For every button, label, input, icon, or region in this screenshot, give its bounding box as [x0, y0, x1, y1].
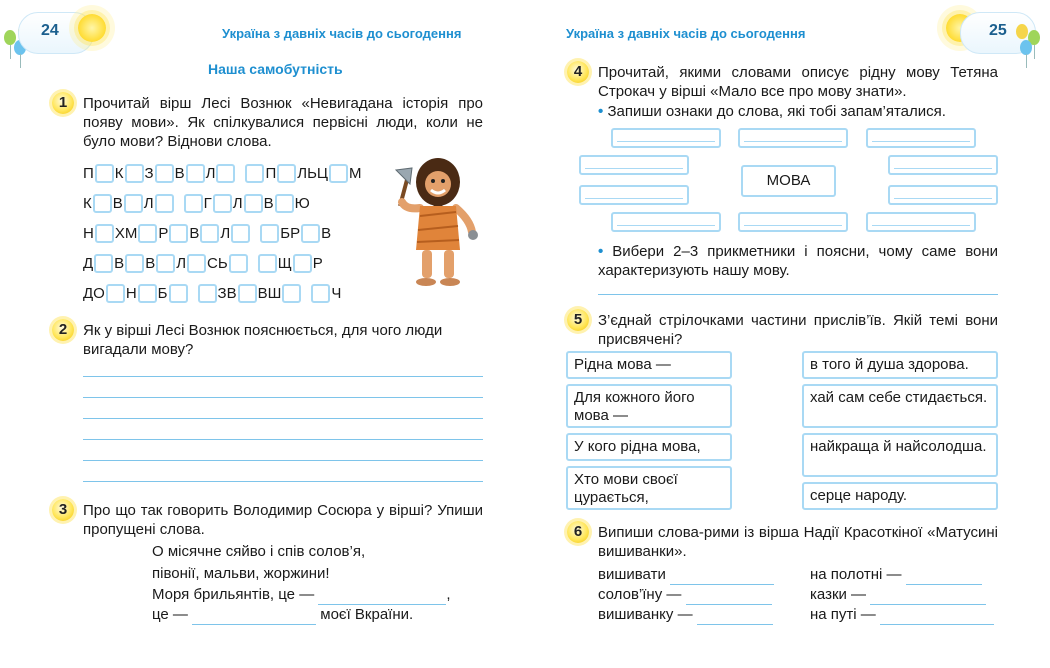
- task-text: Про що так говорить Володимир Сосюра у вірші? Упиши пропущені слова.: [83, 502, 483, 538]
- page-number: 25: [989, 22, 1007, 39]
- letter-box[interactable]: [229, 254, 248, 273]
- poem-line: [152, 585, 451, 605]
- letter-fragment: Н: [125, 284, 137, 302]
- letter-box[interactable]: [198, 284, 217, 303]
- letter-fragment: Л: [143, 194, 154, 212]
- poem-text: Моря брильянтів, це —: [152, 586, 315, 603]
- task-number: 6: [567, 521, 589, 543]
- word-box[interactable]: [866, 128, 976, 148]
- bullet-text: Вибери 2–3 прикметники і поясни, чому саме вони характеризують нашу мову.: [598, 243, 998, 279]
- poem-text: ,: [446, 586, 451, 603]
- rhyme-word: на путі —: [810, 606, 876, 623]
- word-box[interactable]: [888, 185, 998, 205]
- answer-line[interactable]: [83, 439, 483, 440]
- letter-fragment: Р: [158, 224, 169, 242]
- letter-box[interactable]: [187, 254, 206, 273]
- letter-fragment: Г: [203, 194, 212, 212]
- letter-fragment: Л: [220, 224, 231, 242]
- letter-fragment: Ю: [294, 194, 310, 212]
- letter-box[interactable]: [245, 164, 264, 183]
- letter-fragment: К: [114, 164, 124, 182]
- letter-fragment: П: [83, 164, 94, 182]
- answer-line[interactable]: [598, 294, 998, 295]
- poem-text: моєї Вкраїни.: [320, 606, 414, 623]
- fill-in-blank[interactable]: [670, 565, 774, 585]
- letter-fragment: Н: [83, 224, 94, 242]
- rhyme-item: [598, 585, 772, 605]
- answer-line[interactable]: [83, 460, 483, 461]
- letter-fragment: В: [145, 254, 156, 272]
- task-number: 5: [567, 309, 589, 331]
- task-number: 3: [52, 499, 74, 521]
- letter-box[interactable]: [184, 194, 203, 213]
- proverb-end[interactable]: в того й душа здорова.: [802, 351, 998, 379]
- letter-fragment: Л: [176, 254, 187, 272]
- caveman-illustration: [386, 150, 486, 290]
- fill-in-blank[interactable]: [880, 605, 994, 625]
- letter-box[interactable]: [125, 254, 144, 273]
- letter-box[interactable]: [94, 254, 113, 273]
- letter-fragment: В: [189, 224, 200, 242]
- letter-box[interactable]: [155, 194, 174, 213]
- letter-fragment: СЬ: [207, 254, 228, 272]
- rhyme-word: казки —: [810, 586, 867, 603]
- letter-box[interactable]: [282, 284, 301, 303]
- letter-fragment: Д: [83, 254, 94, 272]
- poem-line: півонії, мальви, жоржини!: [152, 565, 330, 582]
- rhyme-word: вишиванку —: [598, 606, 693, 623]
- rhyme-item: [810, 585, 986, 605]
- rhyme-item: [810, 565, 982, 585]
- letter-fragment: З: [144, 164, 154, 182]
- running-header: Україна з давніх часів до сьогодення: [566, 26, 806, 41]
- rhyme-item: [598, 605, 773, 625]
- letter-box[interactable]: [238, 284, 257, 303]
- letter-fragment: Ч: [331, 284, 342, 302]
- section-title: Наша самобутність: [208, 61, 343, 77]
- letter-fragment: В: [114, 254, 125, 272]
- letter-fragment: В: [321, 224, 332, 242]
- fill-in-blank[interactable]: [697, 605, 773, 625]
- letter-fragment: Л: [205, 164, 216, 182]
- fill-in-blank[interactable]: [318, 585, 446, 605]
- letter-box[interactable]: [329, 164, 348, 183]
- letter-box[interactable]: [93, 194, 112, 213]
- letter-fragment: В: [174, 164, 185, 182]
- letter-box[interactable]: [155, 164, 174, 183]
- letter-box[interactable]: [186, 164, 205, 183]
- letter-box[interactable]: [231, 224, 250, 243]
- letter-box[interactable]: [124, 194, 143, 213]
- letter-fragment: Р: [312, 254, 323, 272]
- letter-row: [83, 162, 362, 184]
- letter-box[interactable]: [275, 194, 294, 213]
- poem-text: це —: [152, 606, 188, 623]
- answer-line[interactable]: [83, 397, 483, 398]
- proverb-start[interactable]: Хто мови своєї цурається,: [566, 466, 732, 510]
- letter-box[interactable]: [125, 164, 144, 183]
- letter-fragment: Щ: [277, 254, 292, 272]
- letter-fragment: БР: [280, 224, 301, 242]
- letter-row: [83, 222, 331, 244]
- letter-box[interactable]: [169, 284, 188, 303]
- letter-box[interactable]: [258, 254, 277, 273]
- word-box[interactable]: [738, 128, 848, 148]
- rhyme-word: солов’їну —: [598, 586, 682, 603]
- task-text: Як у вірші Лесі Вознюк пояснюється, для чого люди вигадали мову?: [83, 322, 443, 358]
- letter-box[interactable]: [277, 164, 296, 183]
- bullet-item: [598, 242, 998, 280]
- proverb-end[interactable]: серце народу.: [802, 482, 998, 510]
- rhyme-item: [810, 605, 994, 625]
- running-header: Україна з давніх часів до сьогодення: [222, 26, 462, 41]
- letter-fragment: ЛЬЦ: [297, 164, 329, 182]
- letter-box[interactable]: [106, 284, 125, 303]
- word-box[interactable]: [738, 212, 848, 232]
- bullet-item: [598, 102, 998, 121]
- letter-box[interactable]: [169, 224, 188, 243]
- letter-box[interactable]: [244, 194, 263, 213]
- task-text: Випиши слова-рими із вірша Надії Красоткіної «Матусині вишиванки».: [598, 524, 998, 560]
- poem-line: О місячне сяйво і спів солов’я,: [152, 543, 366, 560]
- rhyme-word: вишивати: [598, 566, 666, 583]
- bullet-icon: •: [598, 103, 604, 120]
- letter-box[interactable]: [216, 164, 235, 183]
- letter-box[interactable]: [213, 194, 232, 213]
- letter-fragment: К: [83, 194, 92, 212]
- letter-fragment: Л: [232, 194, 243, 212]
- letter-box[interactable]: [200, 224, 219, 243]
- center-word-box: МОВА: [741, 165, 836, 197]
- letter-row: [83, 192, 310, 214]
- letter-fragment: М: [349, 164, 362, 182]
- rhyme-item: [598, 565, 774, 585]
- letter-fragment: В: [263, 194, 274, 212]
- proverb-end[interactable]: найкраща й найсолодша.: [802, 433, 998, 477]
- answer-line[interactable]: [83, 481, 483, 482]
- proverb-start[interactable]: Для кожного його мова —: [566, 384, 732, 428]
- proverb-start[interactable]: Рідна мова —: [566, 351, 732, 379]
- fill-in-blank[interactable]: [906, 565, 982, 585]
- task-text: Прочитай, якими словами описує рідну мову Тетяна Строкач у вірші «Мало все про мову знати».: [598, 64, 998, 100]
- fill-in-blank[interactable]: [686, 585, 772, 605]
- word-box[interactable]: [579, 155, 689, 175]
- task-number: 2: [52, 319, 74, 341]
- letter-fragment: ДО: [83, 284, 105, 302]
- letter-box[interactable]: [260, 224, 279, 243]
- word-box[interactable]: [611, 212, 721, 232]
- letter-box[interactable]: [301, 224, 320, 243]
- letter-row: [83, 282, 341, 304]
- answer-line[interactable]: [83, 376, 483, 377]
- fill-in-blank[interactable]: [192, 605, 316, 625]
- letter-box[interactable]: [156, 254, 175, 273]
- letter-box[interactable]: [95, 224, 114, 243]
- task-number: 1: [52, 92, 74, 114]
- bullet-icon: •: [598, 243, 604, 260]
- letter-box[interactable]: [95, 164, 114, 183]
- letter-fragment: ВШ: [257, 284, 282, 302]
- rhyme-word: на полотні —: [810, 566, 902, 583]
- proverb-end[interactable]: хай сам себе стидається.: [802, 384, 998, 428]
- letter-box[interactable]: [293, 254, 312, 273]
- poem-line: [152, 605, 413, 625]
- letter-fragment: Б: [157, 284, 168, 302]
- letter-fragment: В: [112, 194, 123, 212]
- word-box[interactable]: [579, 185, 689, 205]
- page-number: 24: [41, 22, 59, 39]
- letter-box[interactable]: [138, 224, 157, 243]
- task-text: З’єднай стрілочками частини прислів’їв. Якій темі вони присвячені?: [598, 312, 998, 348]
- letter-fragment: ХМ: [114, 224, 138, 242]
- word-box[interactable]: [888, 155, 998, 175]
- answer-line[interactable]: [83, 418, 483, 419]
- word-box[interactable]: [866, 212, 976, 232]
- letter-row: [83, 252, 323, 274]
- fill-in-blank[interactable]: [870, 585, 986, 605]
- sun-icon: [78, 14, 106, 42]
- bullet-text: Запиши ознаки до слова, які тобі запам’яталися.: [607, 103, 946, 120]
- task-number: 4: [567, 61, 589, 83]
- task-text: Прочитай вірш Лесі Вознюк «Невигадана історія про появу мови». Як спілкувалися первісні люди, коли не було мови? Віднови слова.: [83, 95, 483, 150]
- letter-box[interactable]: [138, 284, 157, 303]
- letter-fragment: П: [265, 164, 277, 182]
- proverb-start[interactable]: У кого рідна мова,: [566, 433, 732, 461]
- word-box[interactable]: [611, 128, 721, 148]
- letter-fragment: ЗВ: [217, 284, 237, 302]
- letter-box[interactable]: [311, 284, 330, 303]
